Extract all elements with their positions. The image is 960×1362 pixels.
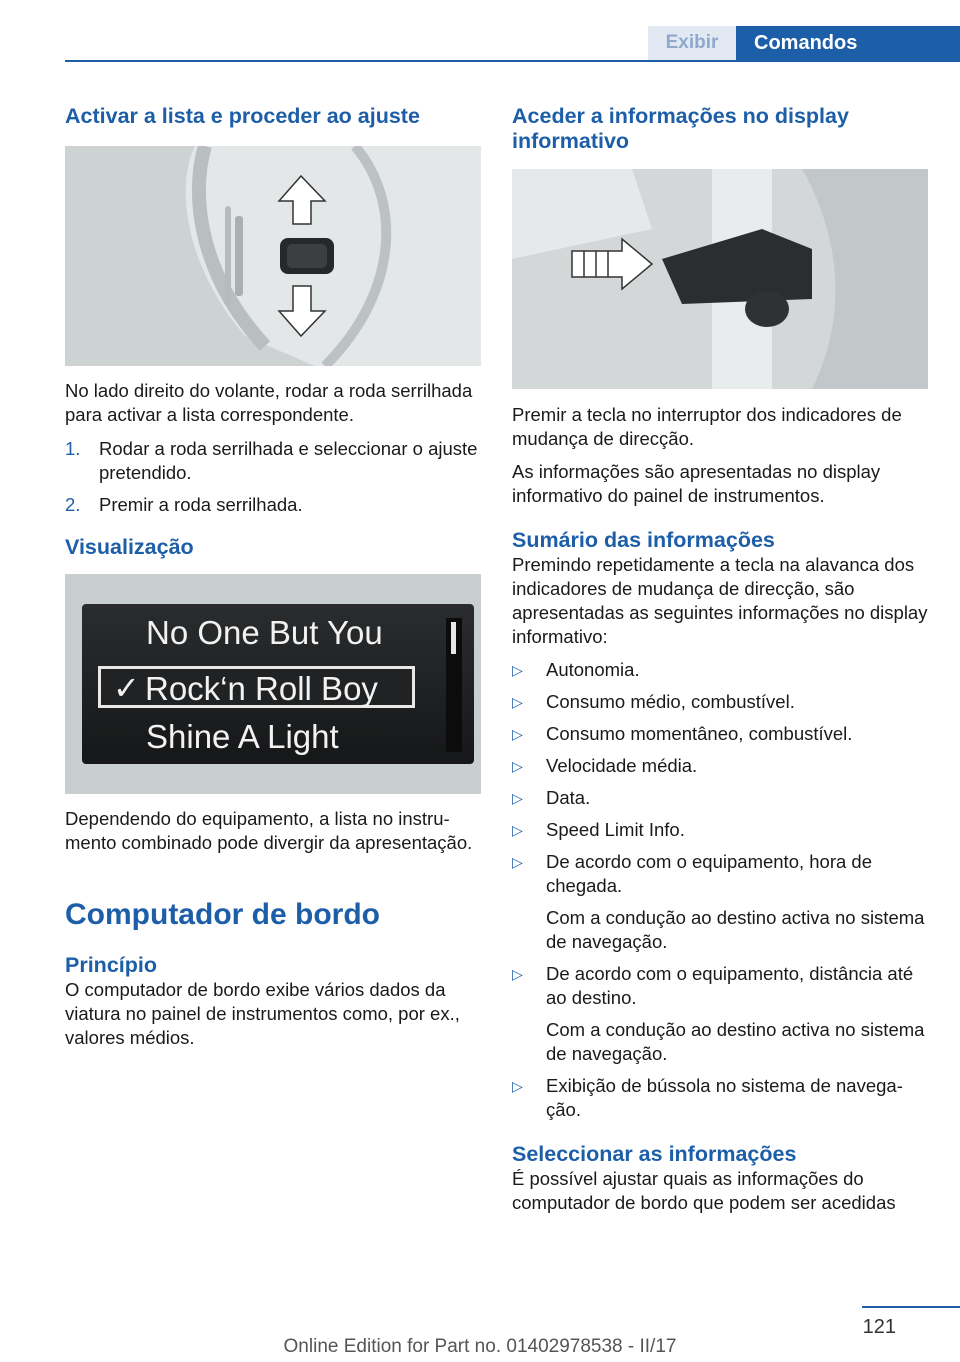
bullet-text: Data. [546, 787, 591, 808]
display-item-selected [98, 666, 415, 708]
heading-principle: Princípio [65, 953, 157, 977]
bullet-text: Velocidade média. [546, 755, 698, 776]
footer-edition: Online Edition for Part no. 01402978538 - II/17 [283, 1336, 677, 1357]
step-number: 2. [65, 494, 81, 515]
paragraph-thumbwheel: No lado direito do volante, rodar a roda serrilhada para activar a lista correspondente. [65, 380, 473, 425]
paragraph-info-shown: As informações são apresentadas no display informativo do painel de instrumentos. [512, 461, 881, 506]
display-item: Shine A Light [146, 718, 339, 755]
bullet-triangle-icon: ▷ [512, 662, 523, 678]
info-bullet-item [512, 690, 928, 714]
bullet-body [546, 962, 928, 1066]
tab-exibir[interactable]: Exibir [648, 26, 736, 60]
step-text: Rodar a roda serrilhada e seleccionar o ajuste pretendido. [99, 438, 478, 483]
bullet-triangle-icon: ▷ [512, 854, 523, 870]
paragraph-principle: O computador de bordo exibe vários dados da viatura no painel de instrumentos como, por ex., valores médios. [65, 979, 460, 1048]
bullet-text: Exibição de bússola no sistema de navegação. [546, 1075, 903, 1120]
info-bullet-list [512, 658, 928, 1122]
info-bullet-item [512, 962, 928, 1066]
figure-display-list [65, 574, 481, 794]
bullet-text: De acordo com o equipamento, distância até ao destino. [546, 963, 914, 1008]
bullet-body [546, 658, 640, 682]
step-item [65, 437, 481, 485]
bullet-triangle-icon: ▷ [512, 758, 523, 774]
display-item: No One But You [146, 614, 383, 651]
paragraph-summary: Premindo repetidamente a tecla na alavanca dos indicadores de mudança de direcção, são apresentadas as seguintes informações no display informativo: [512, 554, 928, 647]
heading-summary: Sumário das informações [512, 528, 775, 552]
bullet-body [546, 818, 685, 842]
bullet-text: Speed Limit Info. [546, 819, 685, 840]
heading-display: Visualização [65, 535, 194, 559]
bullet-body [546, 754, 697, 778]
info-bullet-item [512, 786, 928, 810]
bullet-body [546, 1074, 928, 1122]
bullet-triangle-icon: ▷ [512, 966, 523, 982]
figure-steering-wheel-thumbwheel [65, 146, 481, 366]
checkmark-icon: ✓ [113, 670, 140, 706]
steps-list [65, 437, 481, 517]
bullet-body [546, 786, 590, 810]
display-scrollbar-thumb [451, 622, 456, 654]
step-text: Premir a roda serrilhada. [99, 494, 303, 515]
bullet-body [546, 850, 928, 954]
step-number: 1. [65, 438, 81, 459]
display-item-selected-label: Rock‘n Roll Boy [145, 670, 378, 707]
turn-signal-illustration [512, 169, 928, 389]
bullet-subtext: Com a condução ao destino activa no sistema de navegação. [546, 1019, 925, 1064]
bullet-text: Consumo momentâneo, combustível. [546, 723, 853, 744]
info-bullet-item [512, 850, 928, 954]
left-column [65, 102, 481, 1050]
figure-turn-signal-lever [512, 169, 928, 389]
info-bullet-item [512, 1074, 928, 1122]
bullet-triangle-icon: ▷ [512, 1078, 523, 1094]
heading-activate-list: Activar a lista e proceder ao ajuste [65, 104, 420, 128]
bullet-text: De acordo com o equipamento, hora de chegada. [546, 851, 873, 896]
bullet-subtext: Com a condução ao destino activa no sistema de navegação. [546, 907, 925, 952]
bullet-body [546, 722, 852, 746]
heading-select-info: Seleccionar as informações [512, 1142, 797, 1166]
footer-rule [862, 1306, 960, 1308]
steering-wheel-illustration [65, 146, 481, 366]
info-bullet-item [512, 754, 928, 778]
info-bullet-item [512, 722, 928, 746]
paragraph-press-key: Premir a tecla no interruptor dos indicadores de mudança de direcção. [512, 404, 902, 449]
bullet-text: Autonomia. [546, 659, 640, 680]
info-bullet-item [512, 818, 928, 842]
header-rule [65, 60, 960, 62]
heading-access-info: Aceder a informações no display informativo [512, 104, 849, 153]
bullet-triangle-icon: ▷ [512, 822, 523, 838]
heading-onboard-computer: Computador de bordo [65, 898, 380, 931]
right-column [512, 102, 928, 1215]
bullet-body [546, 690, 795, 714]
step-item [65, 493, 481, 517]
paragraph-equipment: Dependendo do equipamento, a lista no instrumento combinado pode divergir da apresentação. [65, 808, 473, 853]
bullet-text: Consumo médio, combustível. [546, 691, 795, 712]
info-bullet-item [512, 658, 928, 682]
bullet-triangle-icon: ▷ [512, 726, 523, 742]
display-screen [82, 604, 474, 764]
paragraph-select-info: É possível ajustar quais as informações do computador de bordo que podem ser acedidas [512, 1168, 896, 1213]
bullet-triangle-icon: ▷ [512, 694, 523, 710]
bullet-triangle-icon: ▷ [512, 790, 523, 806]
page-number: 121 [862, 1316, 896, 1338]
tab-comandos[interactable]: Comandos [736, 26, 960, 60]
